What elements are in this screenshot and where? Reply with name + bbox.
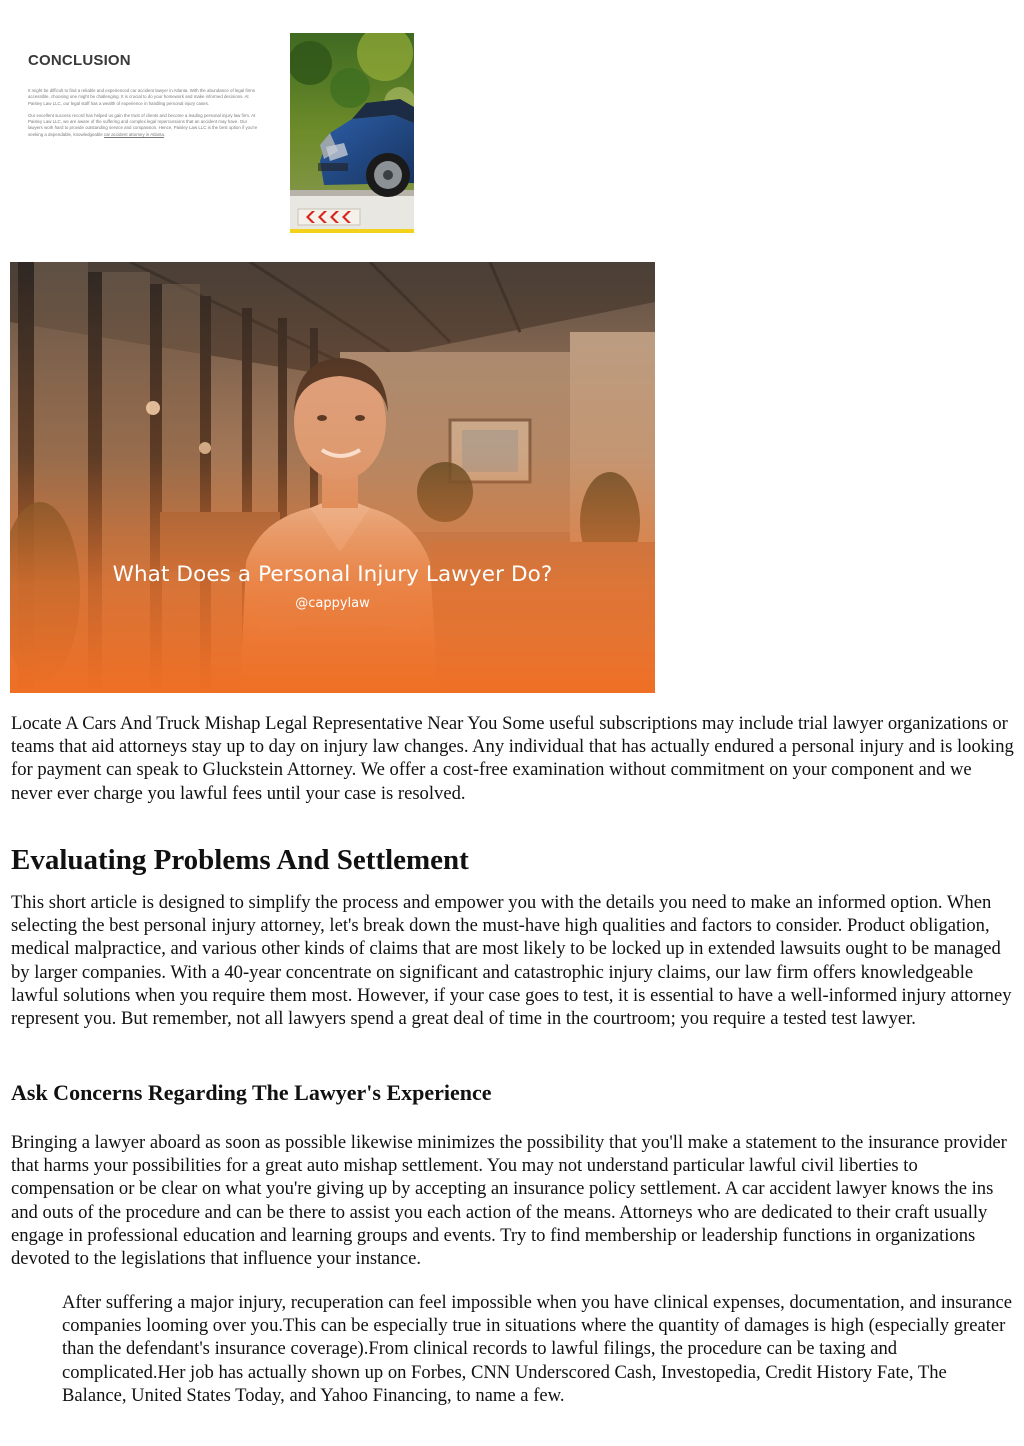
intro-paragraph: Locate A Cars And Truck Mishap Legal Representative Near You Some useful subscriptions may include trial lawyer organizations or teams that aid attorneys stay up to day on injury law changes. Any individual that has actually endured a personal injury and is looking for payment can speak to Gluckstein Attorney. We offer a cost-free examination without commitment on your component and we never ever charge you lawful fees until your case is resolved.	[11, 713, 1014, 804]
conclusion-card	[14, 24, 270, 224]
conclusion-paragraph	[28, 113, 262, 138]
car-crash-illustration	[290, 33, 414, 233]
section-heading: Evaluating Problems And Settlement	[11, 844, 469, 876]
conclusion-paragraph-text: Our excellent success record has helped us gain the trust of clients and become a leading personal injury law firm. At Paisley Law LLC, we are aware of the suffering and complex legal repercussions that an accident may have. Our lawyers work hard to provide outstanding service and compassion. Hence, Paisley Law LLC is the best option if you're seeking a dependable, knowledgeable	[28, 112, 258, 137]
conclusion-paragraph: It might be difficult to find a reliable and experienced car accident lawyer in Atlanta. With the abundance of legal firms accessible, choosing one might be challenging. It is crucial to do your homework and make informed decisions. At Paisley Law LLC, our legal staff has a wealth of experience in handling personal injury cases.	[28, 88, 255, 106]
section-paragraph: This short article is designed to simplify the process and empower you with the details you need to make an informed option. When selecting the best personal injury attorney, let's break down the must-have high qualities and factors to consider. Product obligation, medical malpractice, and various other kinds of claims that are most likely to be locked up in extended lawsuits ought to be managed by larger companies. With a 40-year concentrate on significant and catastrophic injury claims, our law firm offers knowledgeable lawful solutions when you require them most. However, if your case goes to test, it is essential to have a well-informed injury attorney represent you. But remember, not all lawyers spend a great deal of time in the courtroom; you require a tested test lawyer.	[11, 892, 1012, 1030]
conclusion-text	[28, 88, 262, 144]
conclusion-image	[14, 24, 418, 238]
subsection-paragraph: Bringing a lawyer aboard as soon as possible likewise minimizes the possibility that you'll make a statement to the insurance provider that harms your possibilities for a great auto mishap settlement. You may not understand particular lawful civil liberties to compensation or be clear on what you're giving up by accepting an insurance policy settlement. A car accident lawyer knows the ins and outs of the procedure and can be there to assist you each action of the means. Attorneys who are dedicated to their craft usually engage in professional education and learning groups and events. Try to find membership or leadership functions in organizations devoted to the legislations that influence your instance.	[11, 1132, 1007, 1270]
car-crash-photo	[290, 33, 414, 233]
hero-handle: @cappylaw	[295, 596, 370, 611]
lawyer-office-illustration	[10, 262, 655, 693]
blockquote: After suffering a major injury, recuperation can feel impossible when you have clinical expenses, documentation, and insurance companies looming over you.This can be especially true in situations where the quantity of damages is high (especially greater than the defendant's insurance coverage).From clinical records to lawful filings, the procedure can be taxing and complicated.Her job has actually shown up on Forbes, CNN Underscored Cash, Investopedia, Credit History Fate, The Balance, United States Today, and Yahoo Financing, to name a few.	[62, 1292, 1013, 1406]
subsection-heading: Ask Concerns Regarding The Lawyer's Experience	[11, 1080, 492, 1105]
conclusion-link[interactable]: car accident attorney in Atlanta	[103, 131, 164, 137]
conclusion-heading: CONCLUSION	[28, 52, 131, 69]
conclusion-paragraph-end: .	[163, 131, 166, 137]
lawyer-hero-image	[10, 262, 655, 693]
hero-title: What Does a Personal Injury Lawyer Do?	[112, 562, 553, 587]
